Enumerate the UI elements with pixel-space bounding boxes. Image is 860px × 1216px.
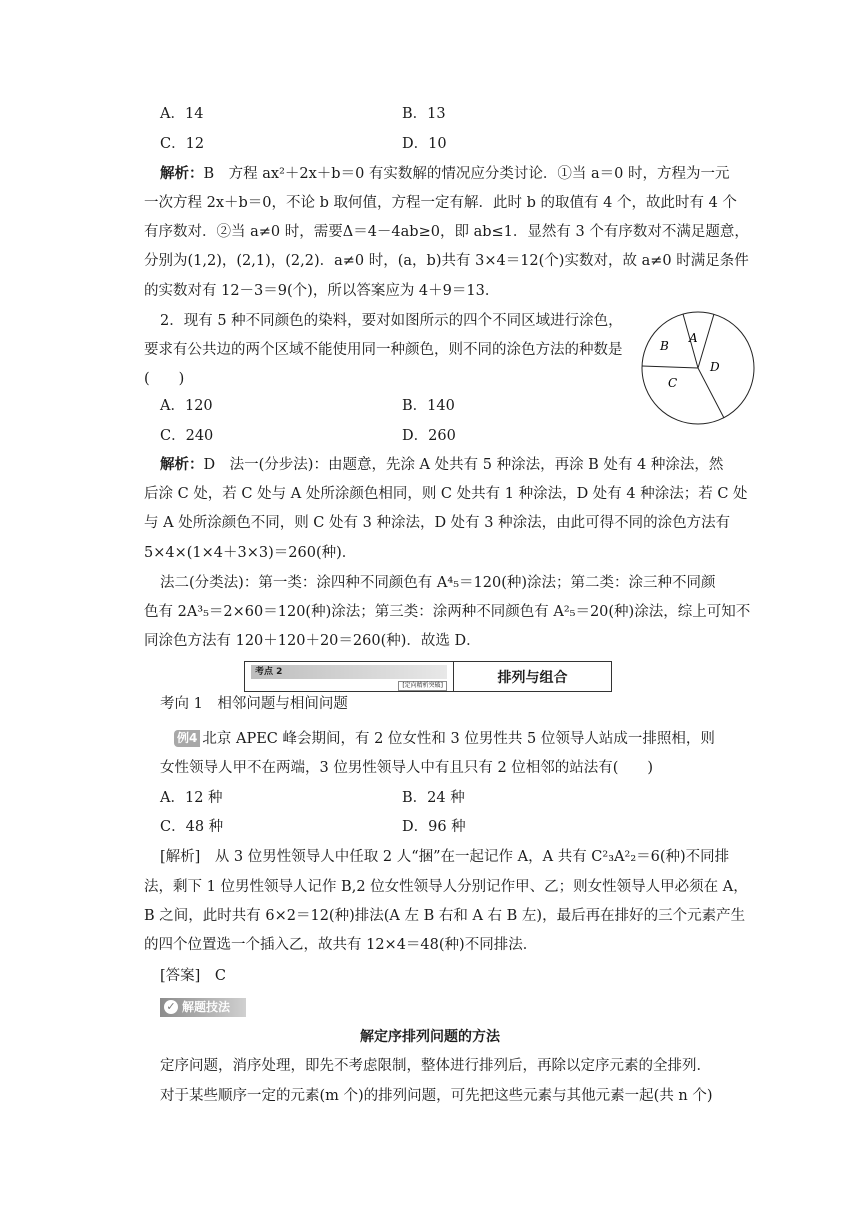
ex-solution-line: B 之间，此时共有 6×2＝12(种)排法(A 左 B 右和 A 右 B 左)，最后再在排好的三个元素产生 — [144, 908, 746, 924]
q2-solution-line: 5×4×(1×4＋3×3)＝260(种)． — [144, 545, 357, 561]
ex-answer-label: [答案] — [160, 968, 201, 984]
q2-option-a: A．120 — [160, 398, 213, 414]
region-label-d: D — [710, 360, 720, 374]
q2-solution-line: 与 A 处所涂颜色不同，则 C 处有 3 种涂法，D 处有 3 种涂法，由此可得不同的涂色方法有 — [144, 515, 731, 531]
q1-solution-line: 的实数对有 12－3＝9(个)，所以答案应为 4＋9＝13． — [144, 283, 500, 299]
q2-method2-line: 法二(分类法)：第一类：涂四种不同颜色有 A⁴₅＝120(种)涂法；第二类：涂三种不同颜 — [160, 575, 716, 591]
q1-option-c: C．12 — [160, 136, 205, 152]
q2-option-b: B．140 — [402, 398, 455, 414]
example-badge: 例4 — [174, 730, 200, 747]
region-label-a: A — [689, 331, 698, 345]
ex-option-c: C．48 种 — [160, 819, 224, 835]
ex-solution-line: 的四个位置选一个插入乙，故共有 12×4＝48(种)不同排法． — [144, 937, 538, 953]
q2-option-c: C．240 — [160, 428, 214, 444]
tips-line: 对于某些顺序一定的元素(m 个)的排列问题，可先把这些元素与其他元素一起(共 n 个) — [160, 1088, 713, 1104]
ex-option-b: B．24 种 — [402, 790, 465, 806]
example-line: 例4 北京 APEC 峰会期间，有 2 位女性和 3 位男性共 5 位领导人站成一排照相，则 — [174, 729, 715, 749]
q1-solution-line: 一次方程 2x＋b＝0，不论 b 取何值，方程一定有解．此时 b 的取值有 4 个，故此时有 4 个 — [144, 195, 737, 211]
topic-tag: 考点 2 — [251, 665, 447, 679]
solution-label: 解析： — [160, 166, 204, 182]
q1-solution-line: 分别为(1,2)，(2,1)，(2,2)．a≠0 时，(a，b)共有 3×4＝12(个)实数对，故 a≠0 时满足条件 — [144, 253, 749, 269]
ex-solution-label: [解析] — [160, 849, 201, 865]
topic-tag-area — [245, 662, 454, 691]
ex-answer: C — [200, 968, 226, 984]
q1-solution-line: 解析：B 方程 ax²＋2x＋b＝0 有实数解的情况应分类讨论．①当 a＝0 时，方程为一元 — [160, 166, 730, 182]
q2-stem-line: 2．现有 5 种不同颜色的染料，要对如图所示的四个不同区域进行涂色， — [160, 313, 623, 329]
region-label-c: C — [668, 376, 678, 390]
q2-stem-line: 要求有公共边的两个区域不能使用同一种颜色，则不同的涂色方法的种数是 — [144, 342, 623, 358]
tips-badge: ✓ 解题技法 — [160, 998, 246, 1017]
q2-method2-line: 色有 2A³₅＝2×60＝120(种)涂法；第三类：涂两种不同颜色有 A²₅＝20(种)涂法，综上可知不 — [144, 604, 751, 620]
topic-subtag: [定向精析突破] — [398, 681, 447, 691]
q1-option-d: D．10 — [402, 136, 447, 152]
q1-option-b: B．13 — [402, 106, 446, 122]
ex-option-a: A．12 种 — [160, 790, 223, 806]
topic-header-box — [244, 661, 612, 692]
ex-solution-line: 法，剩下 1 位男性领导人记作 B,2 位女性领导人分别记作甲、乙；则女性领导人甲必须在 A， — [144, 879, 748, 895]
ex-solution-line: [解析] 从 3 位男性领导人中任取 2 人“捆”在一起记作 A，A 共有 C²₃A²₂＝6(种)不同排 — [160, 849, 730, 865]
direction-heading: 考向 1 相邻问题与相间问题 — [160, 696, 348, 712]
region-circle-figure — [640, 310, 756, 426]
q2-solution-line: 后涂 C 处，若 C 处与 A 处所涂颜色相同，则 C 处共有 1 种涂法，D 处有 4 种涂法；若 C 处 — [144, 486, 748, 502]
check-icon: ✓ — [164, 1000, 178, 1014]
tips-title: 解定序排列问题的方法 — [360, 1029, 500, 1045]
example-line: 女性领导人甲不在两端，3 位男性领导人中有且只有 2 位相邻的站法有( ) — [160, 760, 654, 776]
tips-line: 定序问题，消序处理，即先不考虑限制，整体进行排列后，再除以定序元素的全排列． — [160, 1058, 711, 1074]
region-label-b: B — [660, 339, 669, 353]
ex-answer-line — [160, 966, 226, 986]
topic-title: 排列与组合 — [497, 669, 568, 686]
q1-option-a: A．14 — [160, 106, 204, 122]
ex-option-d: D．96 种 — [402, 819, 466, 835]
q1-solution-line: 有序数对．②当 a≠0 时，需要Δ＝4－4ab≥0，即 ab≤1．显然有 3 个有序数对不满足题意， — [144, 224, 749, 240]
solution-label: 解析： — [160, 457, 204, 473]
q2-solution-line: 解析：D 法一(分步法)：由题意，先涂 A 处共有 5 种涂法，再涂 B 处有 4 种涂法，然 — [160, 457, 724, 473]
q2-option-d: D．260 — [402, 428, 456, 444]
q2-stem-line: ( ) — [144, 371, 185, 387]
q2-method2-line: 同涂色方法有 120＋120＋20＝260(种)．故选 D． — [144, 633, 481, 649]
